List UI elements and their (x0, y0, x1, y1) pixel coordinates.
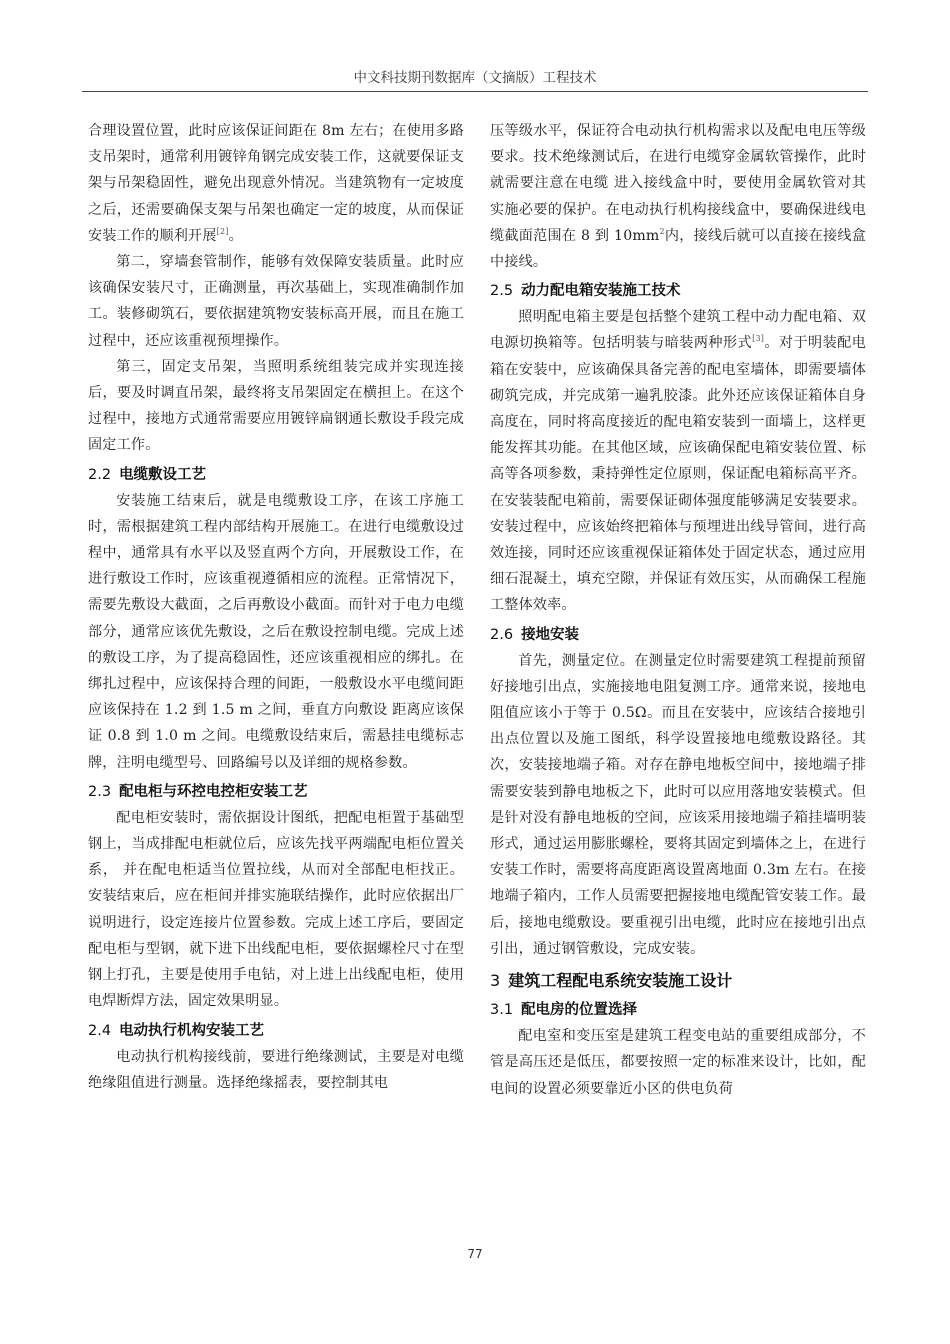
citation-ref: [3] (752, 334, 765, 344)
paragraph: 第三，固定支吊架，当照明系统组装完成并实现连接后，要及时调直吊架，最终将支吊架固定在横担上。在这个过程中，接地方式通常需要应用镀锌扁钢通长敷设手段完成固定工作。 (88, 358, 464, 454)
section-heading-2-5: 2.5 动力配电箱安装施工技术 (490, 283, 681, 300)
paragraph: 电动执行机构接线前，要进行绝缘测试，主要是对电缆绝缘阻值进行测量。选择绝缘摇表，要控制其电 (88, 1048, 464, 1091)
paragraph: 配电柜安装时，需依据设计图纸，把配电柜置于基础型钢上，当成排配电柜就位后，应该先找平两端配电柜位置关系， 并在配电柜适当位置拉线，从而对全部配电柜找正。安装结束后，应在柜间并排实施联结操作，此时应依据出厂说明进行，设定连接片位置参数。完成上述工序后，要固定配电柜与型钢，就下进下出线配电柜，要依据螺栓尺寸在型钢上打孔，主要是使用手电钻，对上进上出线配电柜，使用电焊断焊方法，固定效果明显。 (88, 809, 464, 1010)
section-heading-3-1: 3.1 配电房的位置选择 (490, 1002, 638, 1019)
paragraph: 合理设置位置，此时应该保证间距在 8m 左右；在使用多路支吊架时，通常利用镀锌角钢完成安装工作，这就要保证支架与吊架稳固性，避免出现意外情况。当建筑物有一定坡度之后，还需要确保支架与吊架也确定一定的坡度，从而保证安装工作的顺利开展[2]。 (88, 123, 464, 244)
section-heading-2-6: 2.6 接地安装 (490, 626, 580, 643)
paragraph: 压等级水平，保证符合电动执行机构需求以及配电电压等级要求。技术绝缘测试后，在进行电缆穿金属软管操作，此时就需要注意在电缆 进入接线盒中时，要使用金属软管对其实施必要的保护。在电动执行机构接线盒中，要确保进线电缆截面范围在 8 到 $10mm^2$内，接线后就可以直接在接线盒中接线。 (490, 123, 866, 271)
left-column (88, 118, 464, 1096)
section-heading-2-2: 2.2 电缆敷设工艺 (88, 466, 207, 483)
right-column (490, 118, 866, 1102)
header-rule (82, 91, 868, 92)
paragraph: 第二，穿墙套管制作，能够有效保障安装质量。此时应该确保安装尺寸，正确测量，再次基础上，实现准确制作加工。装修砌筑石，要依据建筑物安装标高开展，而且在施工过程中，还应该重视预埋操作。 (88, 254, 464, 349)
paragraph: 配电室和变压室是建筑工程变电站的重要组成部分，不管是高压还是低压，都要按照一定的标准来设计，比如，配电间的设置必须要靠近小区的供电负荷 (490, 1028, 866, 1097)
paragraph: 安装施工结束后，就是电缆敷设工序，在该工序施工时，需根据建筑工程内部结构开展施工。在进行电缆敷设过程中，通常具有水平以及竖直两个方向，开展敷设工作，在进行敷设工作时，应该重视遵循相应的流程。正常情况下，需要先敷设大截面，之后再敷设小截面。而针对于电力电缆部分，通常应该优先敷设，之后在敷设控制电缆。完成上述的敷设工序，为了提高稳固性，还应该重视相应的绑扎。在绑扎过程中，应该保持合理的间距，一般敷设水平电缆间距应该保持在 1.2 到 1.5 m 之间，垂直方向敷设 距离应该保证 0.8 到 1.0 m 之间。电缆敷设结束后，需悬挂电缆标志牌，注明电缆型号、回路编号以及详细的规格参数。 (88, 492, 464, 771)
paragraph: 照明配电箱主要是包括整个建筑工程中动力配电箱、双电源切换箱等。包括明装与暗装两种形式[3]。对于明装配电箱在安装中，应该确保具备完善的配电室墙体，即需要墙体砌筑完成，并完成第一遍乳胶漆。此外还应该保证箱体自身高度在，同时将高度接近的配电箱安装到一面墙上，这样更能发挥其功能。在其他区域，应该确保配电箱安装位置、标高等各项参数，秉持弹性定位原则，保证配电箱标高平齐。在安装装配电箱前，需要保证砌体强度能够满足安装要求。安装过程中，应该始终把箱体与预埋进出线导管间，进行高效连接，同时还应该重视保证箱体处于固定状态，通过应用细石混凝土，填充空隙，并保证有效压实，从而确保工程施工整体效率。 (490, 309, 866, 614)
section-heading-2-3: 2.3 配电柜与环控电控柜安装工艺 (88, 783, 308, 800)
journal-header: 中文科技期刊数据库（文摘版）工程技术 (353, 70, 597, 86)
page-number: 77 (467, 1247, 483, 1261)
citation-ref: [2] (216, 226, 229, 236)
section-heading-2-4: 2.4 电动执行机构安装工艺 (88, 1022, 265, 1039)
section-heading-3: 3 建筑工程配电系统安装施工设计 (490, 971, 733, 991)
superscript: 2 (659, 226, 665, 236)
paragraph: 首先，测量定位。在测量定位时需要建筑工程提前预留好接地引出点，实施接地电阻复测工序。通常来说，接地电阻值应该小于等于 0.5Ω。而且在安装中，应该结合接地引出点位置以及施工图纸，科学设置接地电缆敷设路径。其次，安装接地端子箱。对存在静电地板空间中，接地端子排需要安装到静电地板之下，此时可以应用落地安装模式。但是针对没有静电地板的空间，应该采用接地端子箱挂墙明装形式，通过运用膨胀螺栓，要将其固定到墙体之上，在进行安装工作时，需要将高度距离设置离地面 0.3m 左右。在接地端子箱内，工作人员需要把握接地电缆配管安装工作。最后，接地电缆敷设。要重视引出电缆，此时应在接地引出点引出，通过钢管敷设，完成安装。 (490, 652, 866, 957)
